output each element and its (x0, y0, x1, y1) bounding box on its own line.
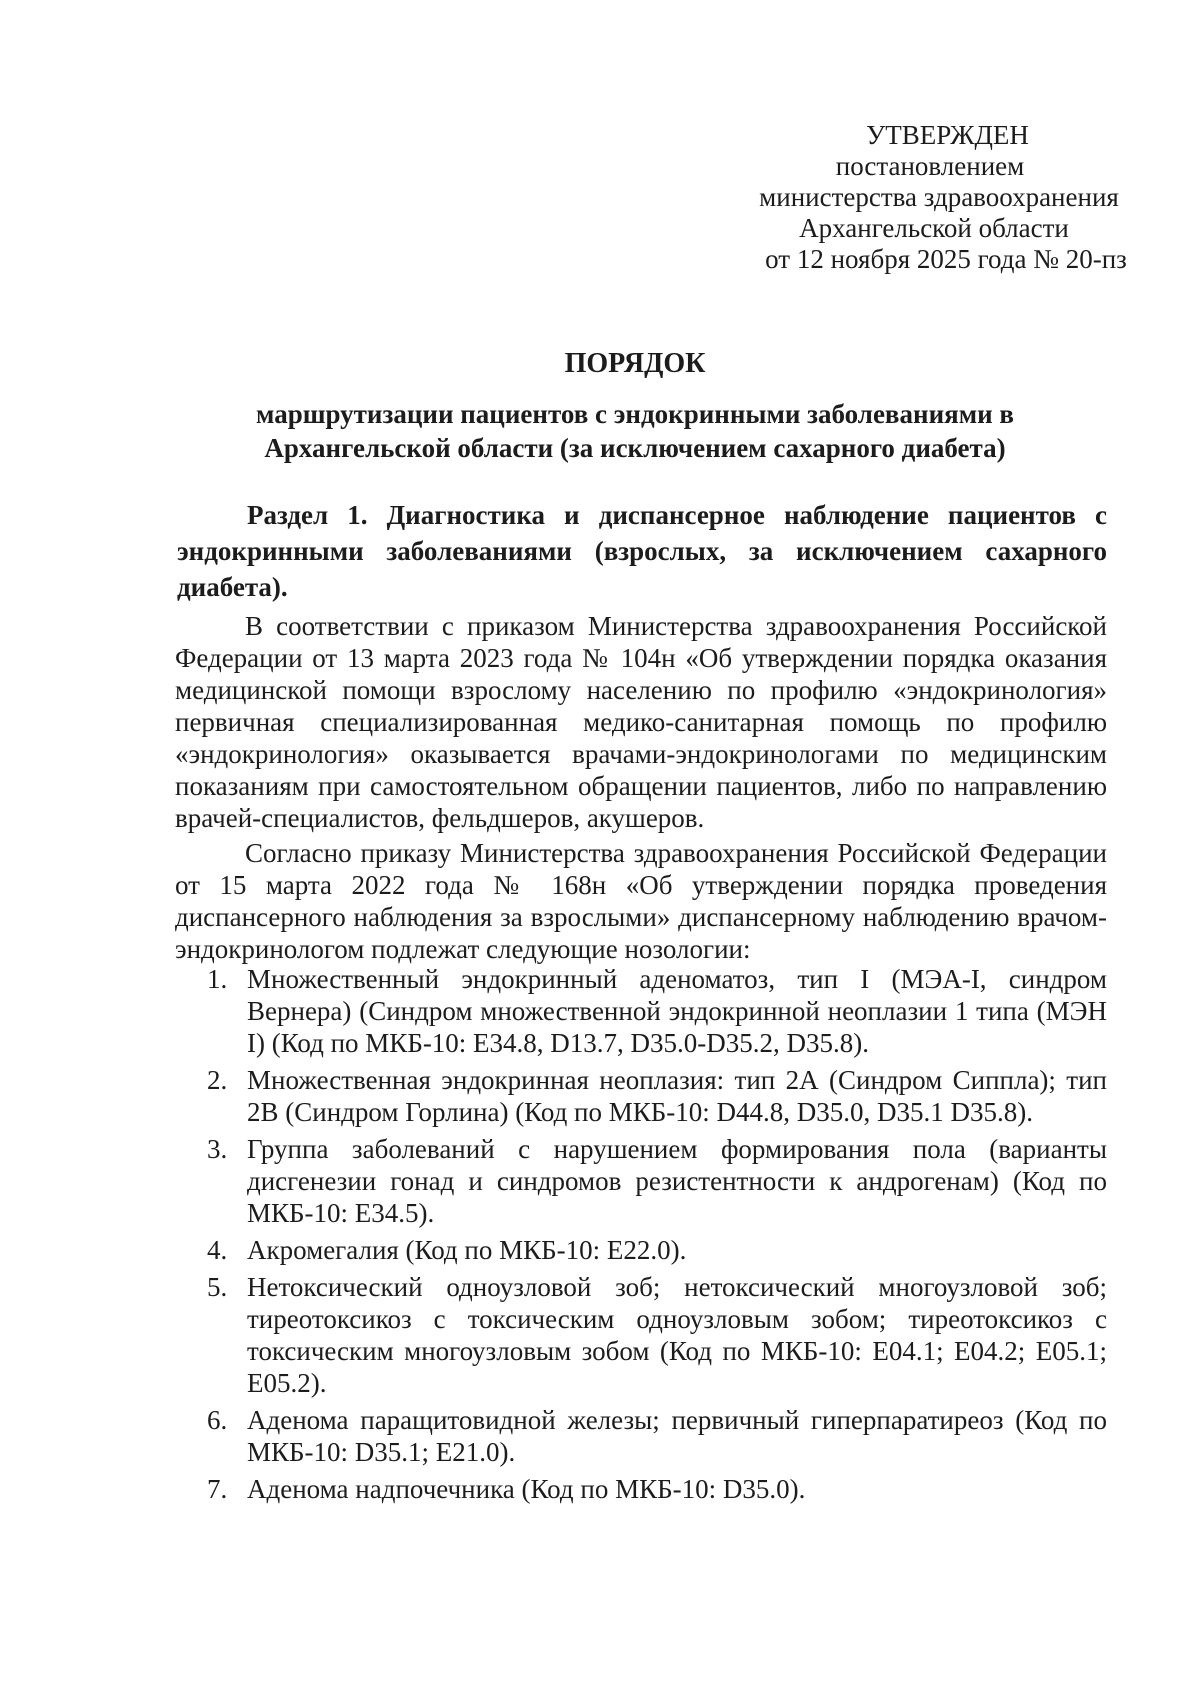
body-paragraph: В соответствии с приказом Министерства здравоохранения Российской Федерации от 13 марта 2023 года № 104н «Об утверждении порядка оказания медицинской помощи взрослому населению по профилю «эндокринология» первичная специализированная медико-санитарная помощь по профилю «эндокринология» оказывается врачами-эндокринологами по медицинским показаниям при самостоятельном обращении пациентов, либо по направлению врачей-специалистов, фельдшеров, акушеров. (175, 611, 1107, 833)
list-item-number: 3. (207, 1134, 228, 1164)
list-item-text: Множественный эндокринный аденоматоз, тип I (МЭА-I, синдром Вернера) (Синдром множественной эндокринной неоплазии 1 типа (МЭН I) (Код по МКБ-10: Е34.8, D13.7, D35.0-D35.2, D35.8). (247, 964, 1107, 1058)
list-item (175, 1404, 1107, 1468)
list-item-number: 4. (207, 1235, 228, 1265)
list-item (175, 1473, 1107, 1505)
list-item (175, 1133, 1107, 1229)
document-subtitle: маршрутизации пациентов с эндокринными заболеваниями в Архангельской области (за исключением сахарного диабета) (255, 399, 1015, 463)
list-item (175, 1064, 1107, 1128)
approval-date: от 12 ноября 2025 года № 20-пз (765, 244, 1127, 274)
list-item-number: 5. (207, 1272, 228, 1302)
body-paragraph: Согласно приказу Министерства здравоохранения Российской Федерации от 15 марта 2022 года № 168н «Об утверждении порядка проведения диспансерного наблюдения за взрослыми» диспансерному наблюдению врачом-эндокринологом подлежат следующие нозологии: (175, 838, 1107, 964)
approval-line: министерства здравоохранения (759, 182, 1119, 212)
list-item (175, 1271, 1107, 1399)
list-item-number: 1. (207, 964, 228, 994)
list-item (175, 1234, 1107, 1266)
list-item-text: Аденома надпочечника (Код по МКБ-10: D35.0). (247, 1474, 806, 1504)
list-item-text: Группа заболеваний с нарушением формирования пола (варианты дисгенезии гонад и синдромов резистентности к андрогенам) (Код по МКБ-10: Е34.5). (247, 1134, 1107, 1228)
list-item-text: Нетоксический одноузловой зоб; нетоксический многоузловой зоб; тиреотоксикоз с токсическим одноузловым зобом; тиреотоксикоз с токсическим многоузловым зобом (Код по МКБ-10: Е04.1; Е04.2; Е05.1; Е05.2). (247, 1272, 1107, 1398)
list-item-number: 6. (207, 1405, 228, 1435)
approval-stamp-block (730, 120, 1130, 275)
list-item-text: Аденома паращитовидной железы; первичный гиперпаратиреоз (Код по МКБ-10: D35.1; Е21.0). (247, 1405, 1107, 1467)
list-item-text: Акромегалия (Код по МКБ-10: Е22.0). (247, 1235, 687, 1265)
list-item-text: Множественная эндокринная неоплазия: тип 2А (Синдром Сиппла); тип 2В (Синдром Горлина) (Код по МКБ-10: D44.8, D35.0, D35.1 D35.8). (247, 1065, 1107, 1127)
nosology-list (175, 963, 1107, 1510)
list-item-number: 7. (207, 1474, 228, 1504)
list-item (175, 963, 1107, 1059)
approval-line: постановлением (835, 151, 1025, 181)
document-title: ПОРЯДОК (564, 348, 706, 379)
approval-line: Архангельской области (799, 213, 1069, 243)
list-item-number: 2. (207, 1065, 228, 1095)
approval-heading: УТВЕРЖДЕН (866, 120, 1029, 150)
section-heading: Раздел 1. Диагностика и диспансерное наблюдение пациентов с эндокринными заболеваниями (взрослых, за исключением сахарного диабета). (177, 500, 1107, 602)
